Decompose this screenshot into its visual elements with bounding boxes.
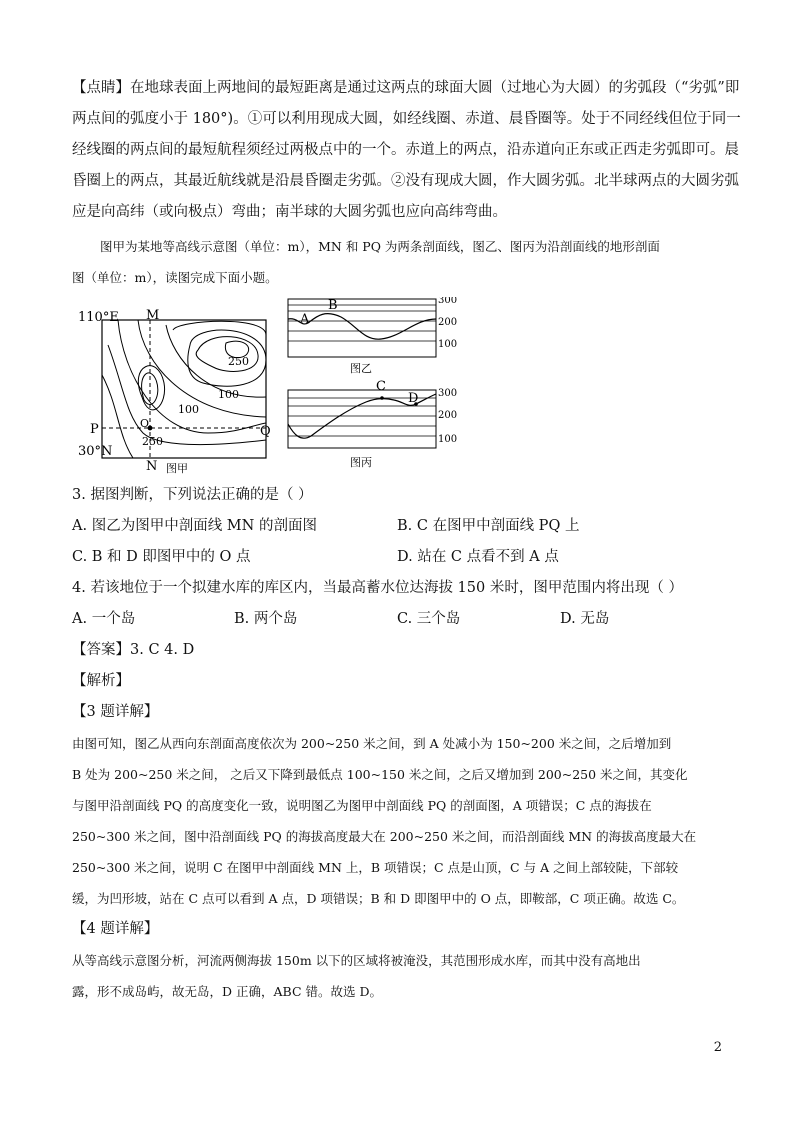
bing-tick-100: 100: [438, 434, 458, 445]
detail3-line-4: 250~300 米之间，图中沿剖面线 PQ 的海拔高度最大在 200~250 米之间，而沿剖面线 MN 的海拔高度最大在: [72, 829, 697, 844]
contour-label-250-bottom: 250: [142, 435, 163, 448]
q3-option-d: D. 站在 C 点看不到 A 点: [397, 549, 559, 565]
q3-option-c: C. B 和 D 即图甲中的 O 点: [72, 549, 251, 565]
jiexi-heading: 【解析】: [72, 673, 130, 689]
answer-line: 【答案】3. C 4. D: [72, 642, 195, 658]
page-number: 2: [713, 1040, 722, 1055]
q4-option-d: D. 无岛: [560, 611, 610, 627]
detail3-line-5: 250~300 米之间，说明 C 在图甲中剖面线 MN 上，B 项错误；C 点是山顶，C 与 A 之间上部较陡，下部较: [72, 860, 679, 875]
detail4-title: 【4 题详解】: [72, 921, 159, 937]
bing-tick-300: 300: [438, 388, 458, 399]
intro-line-2: 图（单位：m），读图完成下面小题。: [72, 270, 278, 285]
label-n: N: [146, 459, 158, 474]
q4-option-a: A. 一个岛: [72, 611, 136, 627]
dianjing-line-1: 【点睛】在地球表面上两地间的最短距离是通过这两点的球面大圆（过地心为大圆）的劣弧段（“劣弧”即: [72, 80, 740, 96]
q4-option-b: B. 两个岛: [234, 611, 298, 627]
caption-bing: 图丙: [350, 456, 372, 469]
detail3-title: 【3 题详解】: [72, 704, 159, 720]
detail3-line-3: 与图甲沿剖面线 PQ 的高度变化一致，说明图乙为图甲中剖面线 PQ 的剖面图，A 项错误；C 点的海拔在: [72, 798, 652, 813]
detail4-line-2: 露，形不成岛屿，故无岛，D 正确，ABC 错。故选 D。: [72, 984, 382, 999]
label-p: P: [90, 422, 99, 437]
detail3-line-6: 缓，为凹形坡，站在 C 点可以看到 A 点，D 项错误；B 和 D 即图甲中的 O 点，即鞍部，C 项正确。故选 C。: [72, 891, 685, 906]
dianjing-line-3: 经线圈的两点间的最短航程须经过两极点中的一个。赤道上的两点，沿赤道向正东或正西走劣弧即可。晨: [72, 142, 739, 158]
lon-label: 110°E: [78, 310, 119, 325]
label-b: B: [328, 298, 338, 313]
q3-stem: 3. 据图判断，下列说法正确的是（ ）: [72, 487, 313, 503]
q4-stem: 4. 若该地位于一个拟建水库的库区内，当最高蓄水位达海拔 150 米时，图甲范围内将出现（ ）: [72, 580, 683, 596]
q3-option-a: A. 图乙为图甲中剖面线 MN 的剖面图: [72, 518, 317, 534]
bing-tick-200: 200: [438, 410, 458, 421]
yi-tick-100: 100: [438, 339, 458, 350]
intro-line-1: 图甲为某地等高线示意图（单位：m），MN 和 PQ 为两条剖面线，图乙、图丙为沿剖面线的地形剖面: [100, 239, 660, 254]
label-a: A: [300, 312, 310, 327]
label-d: D: [408, 391, 419, 406]
label-q: Q: [260, 424, 271, 439]
label-c: C: [376, 380, 386, 394]
detail4-line-1: 从等高线示意图分析，河流两侧海拔 150m 以下的区域将被淹没，其范围形成水库，而其中没有高地出: [72, 953, 641, 968]
detail3-line-2: B 处为 200~250 米之间， 之后又下降到最低点 100~150 米之间，之后又增加到 200~250 米之间，其变化: [72, 767, 688, 782]
q3-option-b: B. C 在图甲中剖面线 PQ 上: [397, 518, 580, 534]
figure-bing: [286, 380, 466, 470]
contour-label-250-top: 250: [228, 355, 249, 368]
label-m: M: [146, 308, 160, 323]
caption-jia: 图甲: [166, 462, 188, 475]
yi-tick-200: 200: [438, 317, 458, 328]
lat-label: 30°N: [78, 444, 113, 459]
q4-option-c: C. 三个岛: [397, 611, 461, 627]
contour-label-100-mid: 100: [178, 403, 199, 416]
figure-jia: [78, 305, 278, 475]
contour-label-100-right: 100: [218, 388, 239, 401]
dianjing-line-2: 两点间的弧度小于 180°)。①可以利用现成大圆，如经线圈、赤道、晨昏圈等。处于不同经线但位于同一: [72, 111, 741, 127]
dianjing-line-4: 昏圈上的两点，其最近航线就是沿晨昏圈走劣弧。②没有现成大圆，作大圆劣弧。北半球两点的大圆劣弧: [72, 173, 739, 189]
label-o: O: [140, 417, 150, 430]
yi-tick-300: 300: [438, 297, 458, 306]
caption-yi: 图乙: [350, 362, 372, 375]
figure-yi: [286, 297, 466, 375]
dianjing-line-5: 应是向高纬（或向极点）弯曲；南半球的大圆劣弧也应向高纬弯曲。: [72, 204, 507, 220]
detail3-line-1: 由图可知，图乙从西向东剖面高度依次为 200~250 米之间，到 A 处减小为 150~200 米之间，之后增加到: [72, 736, 672, 751]
